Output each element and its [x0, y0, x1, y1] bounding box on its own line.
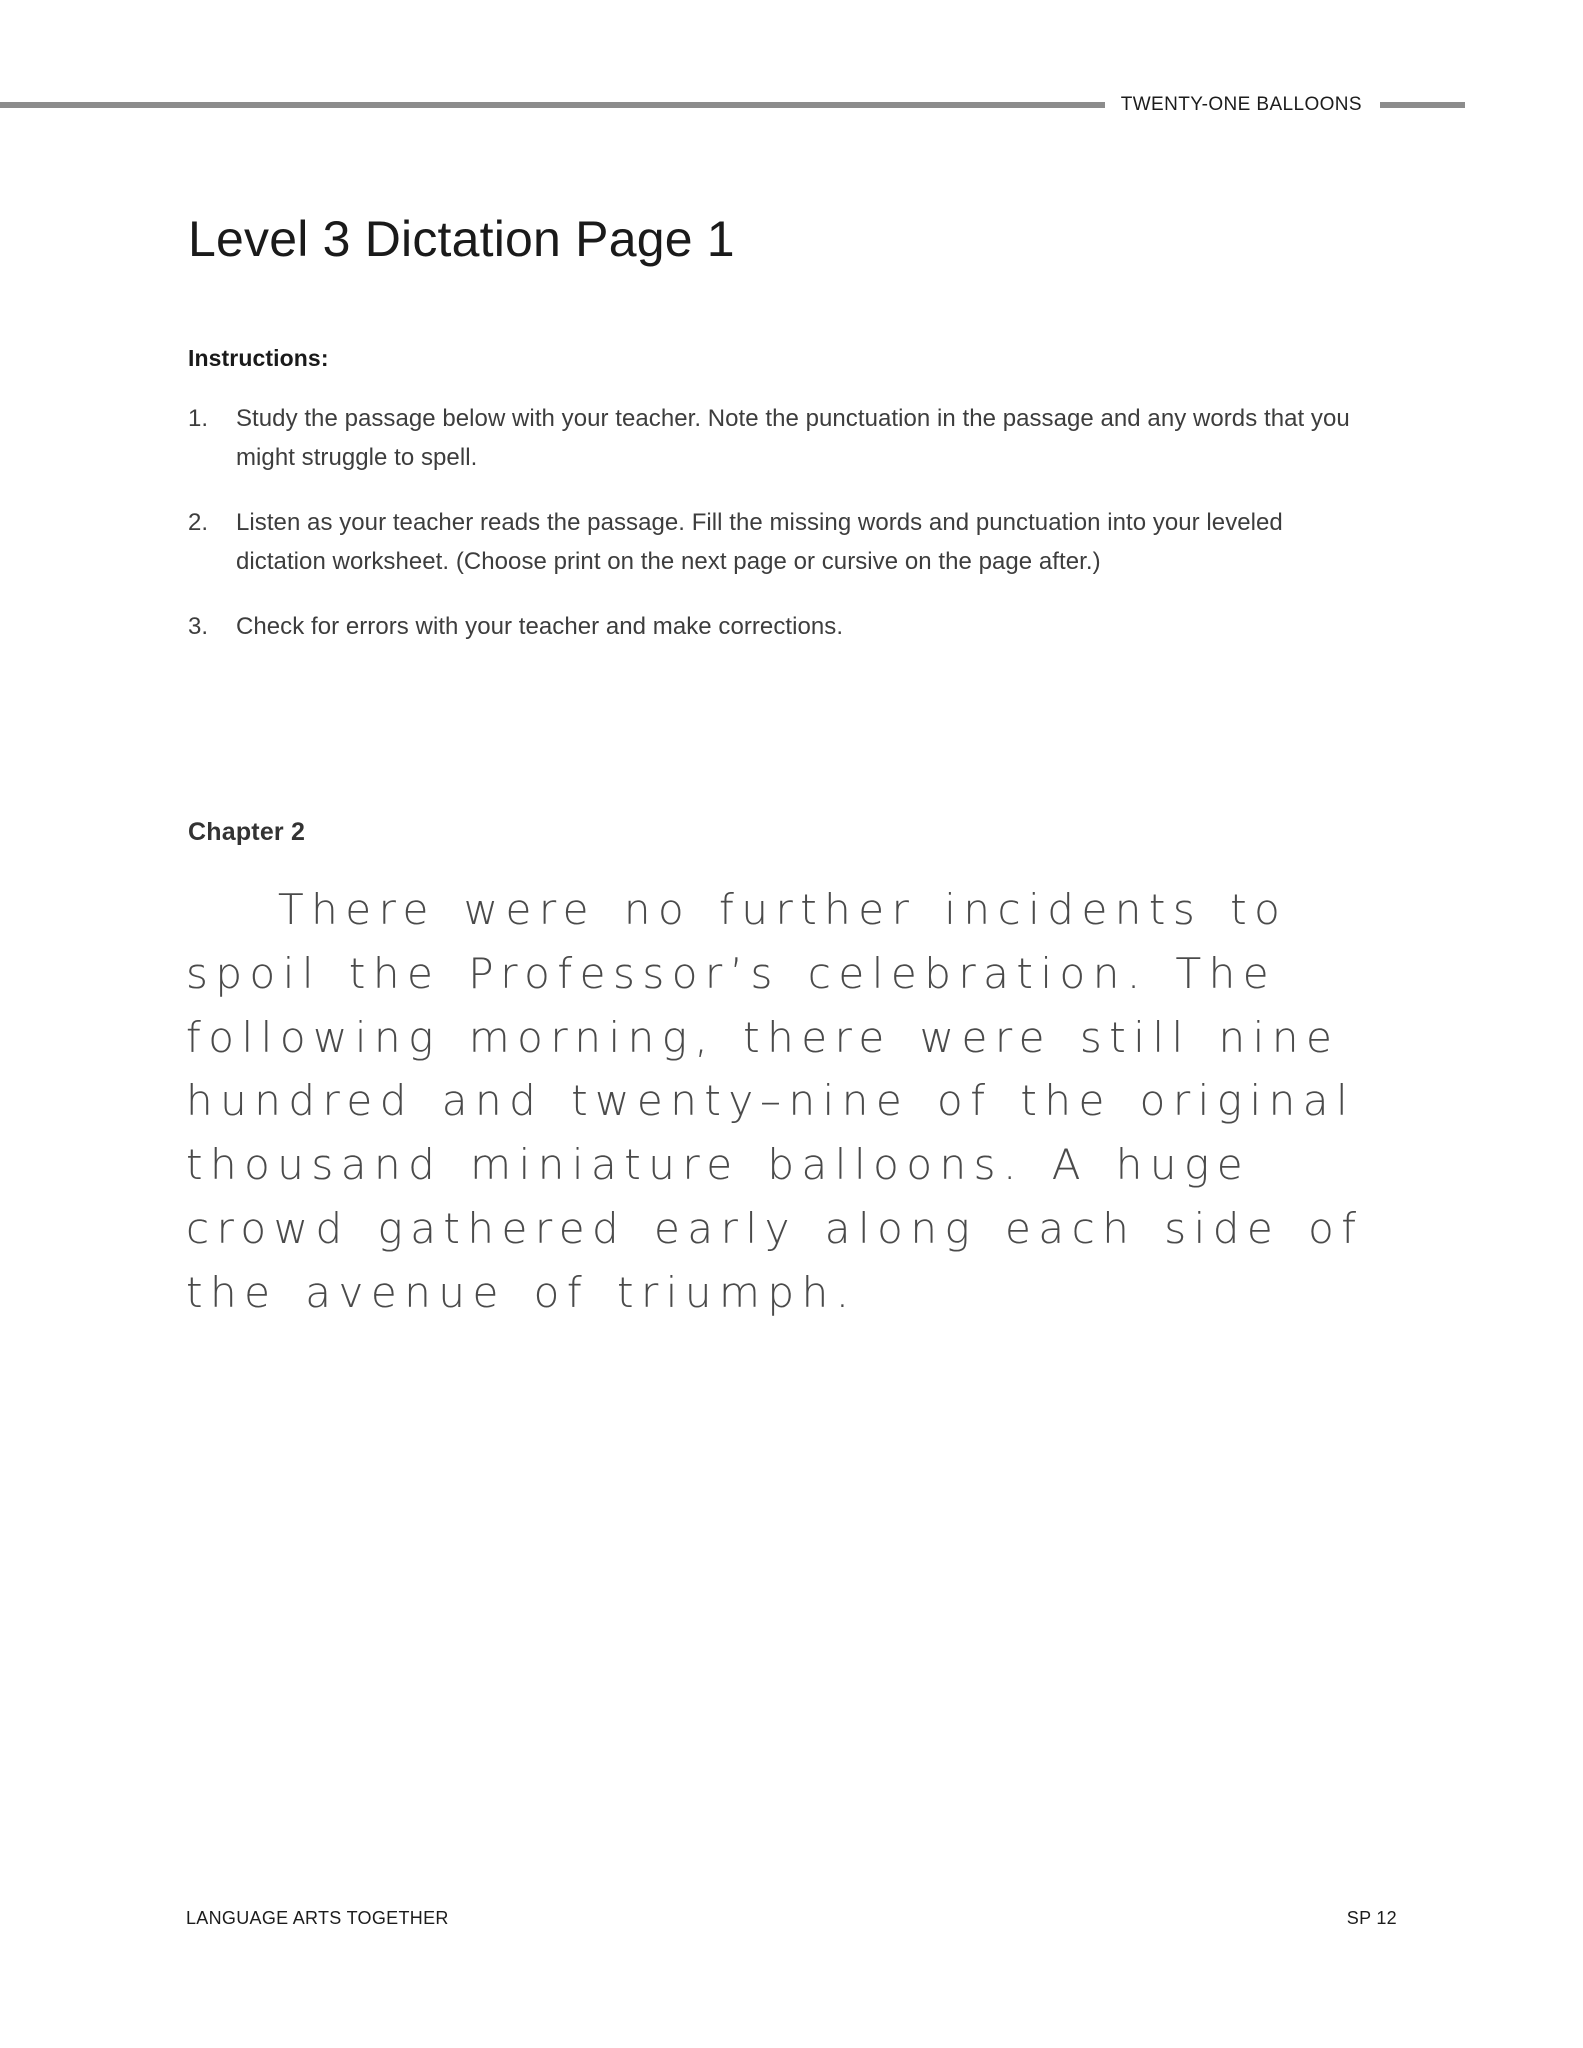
page-title: Level 3 Dictation Page 1 — [188, 210, 735, 267]
page-footer — [186, 1908, 1397, 1929]
list-item-number: 2. — [188, 508, 209, 536]
header-rule-left — [0, 102, 1105, 108]
instructions-label: Instructions: — [188, 345, 329, 371]
list-item-text: Study the passage below with your teacher. Note the punctuation in the passage and any words that you might struggle to spell. — [236, 405, 1350, 471]
footer-publisher: LANGUAGE ARTS TOGETHER — [186, 1908, 449, 1928]
running-header — [0, 90, 1583, 120]
chapter-heading: Chapter 2 — [188, 818, 306, 846]
dictation-passage: There were no further incidents to spoil the Professor’s celebration. The following morning, there were still nine hundred and twenty–nine of the original thousand miniature balloons. A huge crowd gathered early along each side of the avenue of triumph. — [186, 885, 1364, 1317]
list-item-text: Check for errors with your teacher and make corrections. — [236, 612, 844, 640]
header-rule-right — [1380, 102, 1465, 108]
footer-page-label: SP 12 — [1346, 1908, 1397, 1928]
list-item-number: 3. — [188, 612, 209, 640]
instructions-list — [188, 400, 1378, 672]
header-book-title: TWENTY-ONE BALLOONS — [1120, 94, 1362, 115]
list-item — [188, 400, 1378, 478]
list-item — [188, 608, 1378, 647]
list-item-text: Listen as your teacher reads the passage. Fill the missing words and punctuation into your leveled dictation worksheet. (Choose print on the next page or cursive on the page after.) — [236, 508, 1283, 575]
list-item — [188, 504, 1378, 582]
list-item-number: 1. — [188, 405, 209, 432]
